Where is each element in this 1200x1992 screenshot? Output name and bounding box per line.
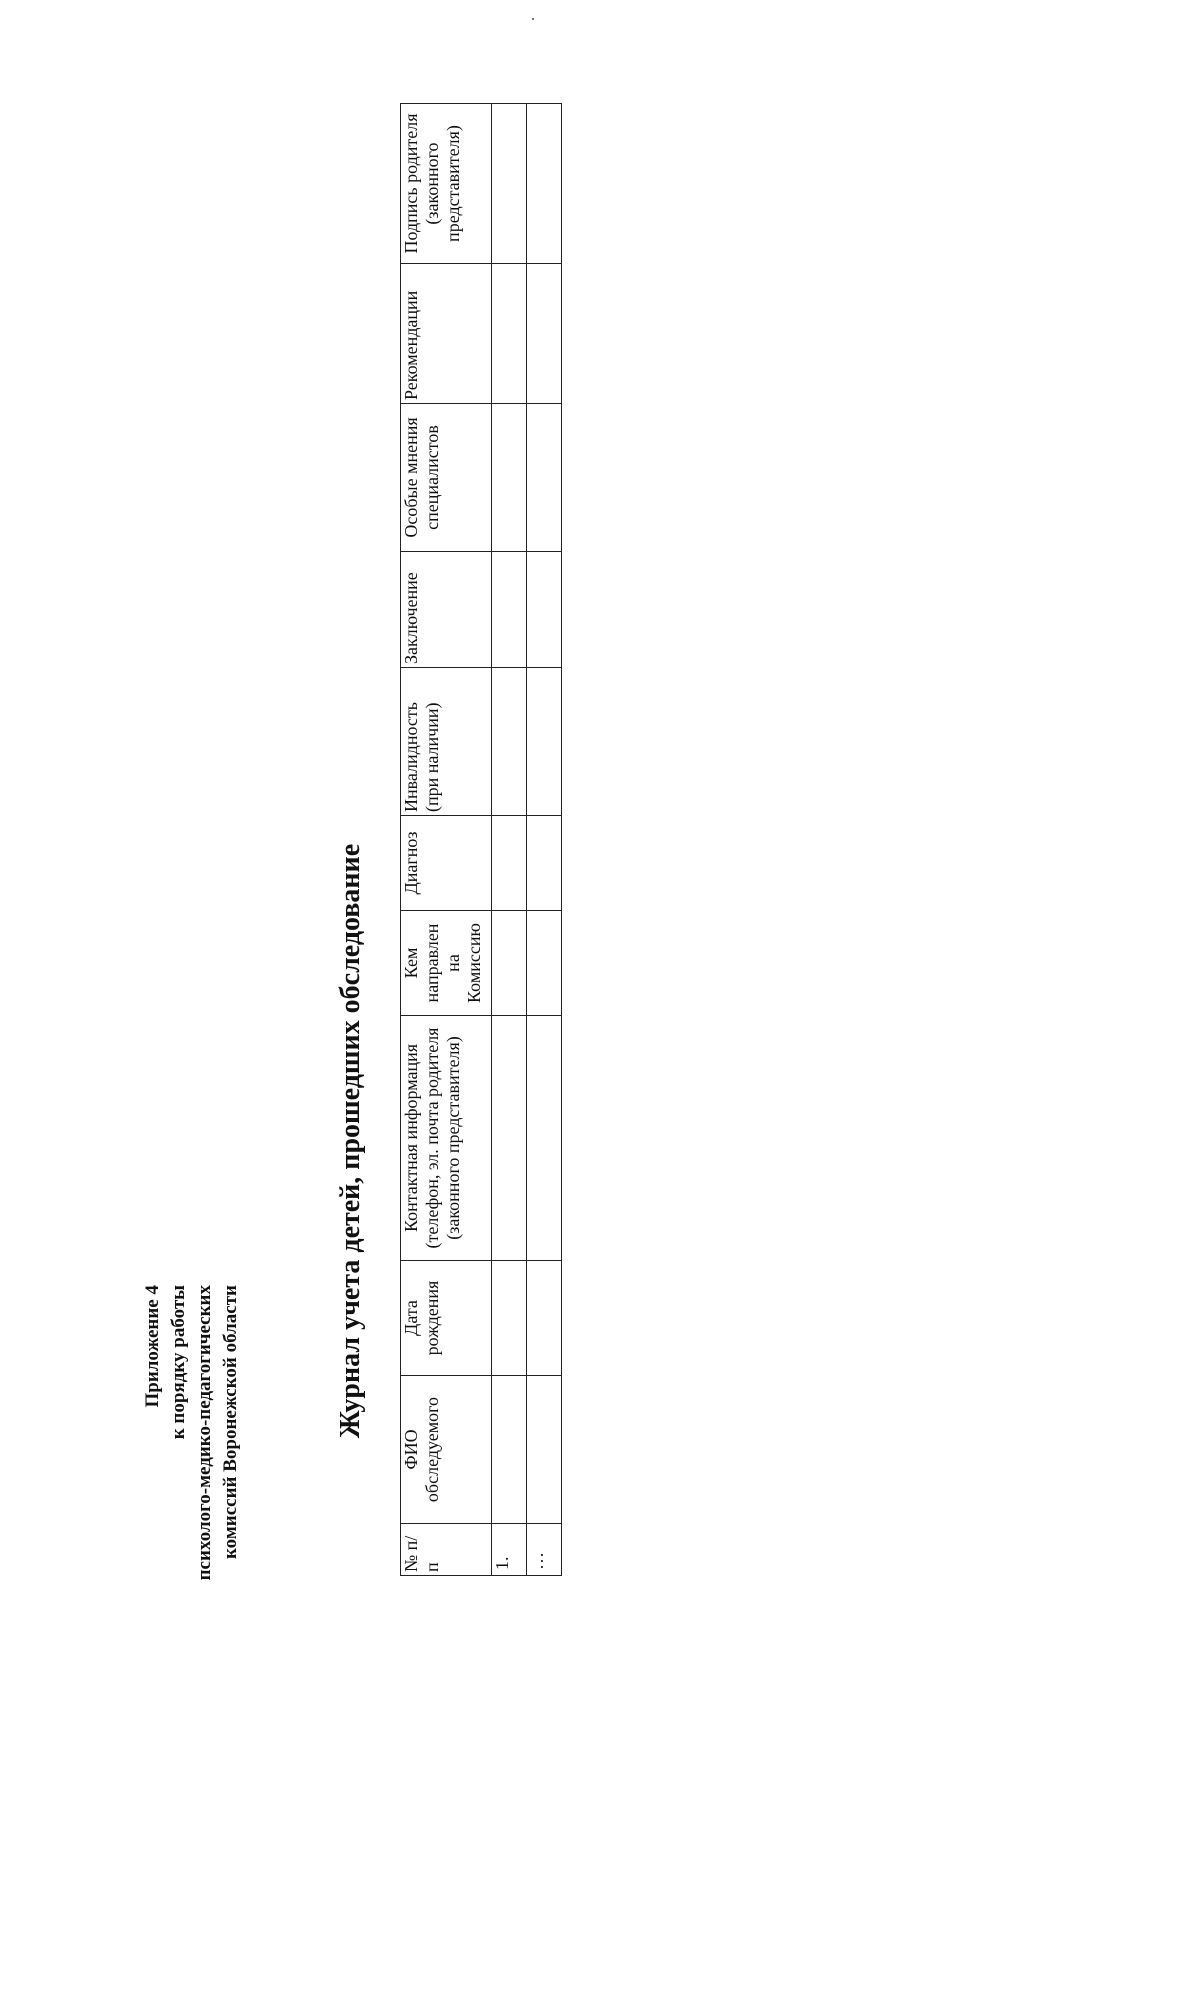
table-cell xyxy=(527,1376,562,1524)
table-row xyxy=(492,104,527,1576)
column-header: Кем направлен на Комиссию xyxy=(401,911,492,1016)
table-cell xyxy=(492,264,527,404)
column-header: ФИО обследуемого xyxy=(401,1376,492,1524)
table-cell xyxy=(492,552,527,668)
table-cell xyxy=(527,404,562,552)
table-row xyxy=(527,104,562,1576)
table-cell xyxy=(527,104,562,264)
column-header: Дата рождения xyxy=(401,1261,492,1376)
appendix-line: Приложение 4 xyxy=(142,1285,163,1408)
journal-table xyxy=(400,103,562,1576)
table-cell xyxy=(527,1016,562,1261)
table-cell xyxy=(492,1376,527,1524)
column-header: Рекомендации xyxy=(401,264,492,404)
appendix-line: к порядку работы xyxy=(168,1285,189,1440)
column-header: Диагноз xyxy=(401,816,492,911)
table-cell xyxy=(492,1261,527,1376)
table-cell xyxy=(492,404,527,552)
table-cell xyxy=(527,552,562,668)
appendix-line: комиссий Воронежской области xyxy=(220,1285,241,1560)
table-cell xyxy=(527,816,562,911)
table-cell xyxy=(527,911,562,1016)
column-header: Контактная информация (телефон, эл. почта родителя (законного представителя) xyxy=(401,1016,492,1261)
table-cell xyxy=(492,1016,527,1261)
table-header-row xyxy=(401,104,492,1576)
column-header: Особые мнения специалистов xyxy=(401,404,492,552)
table-cell: … xyxy=(527,1524,562,1576)
appendix-line: психолого-медико-педагогических xyxy=(194,1285,215,1581)
column-header: Инвалидность (при наличии) xyxy=(401,668,492,816)
column-header: Подпись родителя (законного представителя) xyxy=(401,104,492,264)
table-cell xyxy=(527,1261,562,1376)
table-cell: 1. xyxy=(492,1524,527,1576)
table-cell xyxy=(492,104,527,264)
table-cell xyxy=(492,911,527,1016)
table-cell xyxy=(492,668,527,816)
column-header: Заключение xyxy=(401,552,492,668)
table-cell xyxy=(527,668,562,816)
column-header: № п/п xyxy=(401,1524,492,1576)
table-cell xyxy=(492,816,527,911)
appendix-header xyxy=(140,1285,244,1580)
document-title: Журнал учета детей, прошедших обследование xyxy=(335,843,366,1439)
table-cell xyxy=(527,264,562,404)
